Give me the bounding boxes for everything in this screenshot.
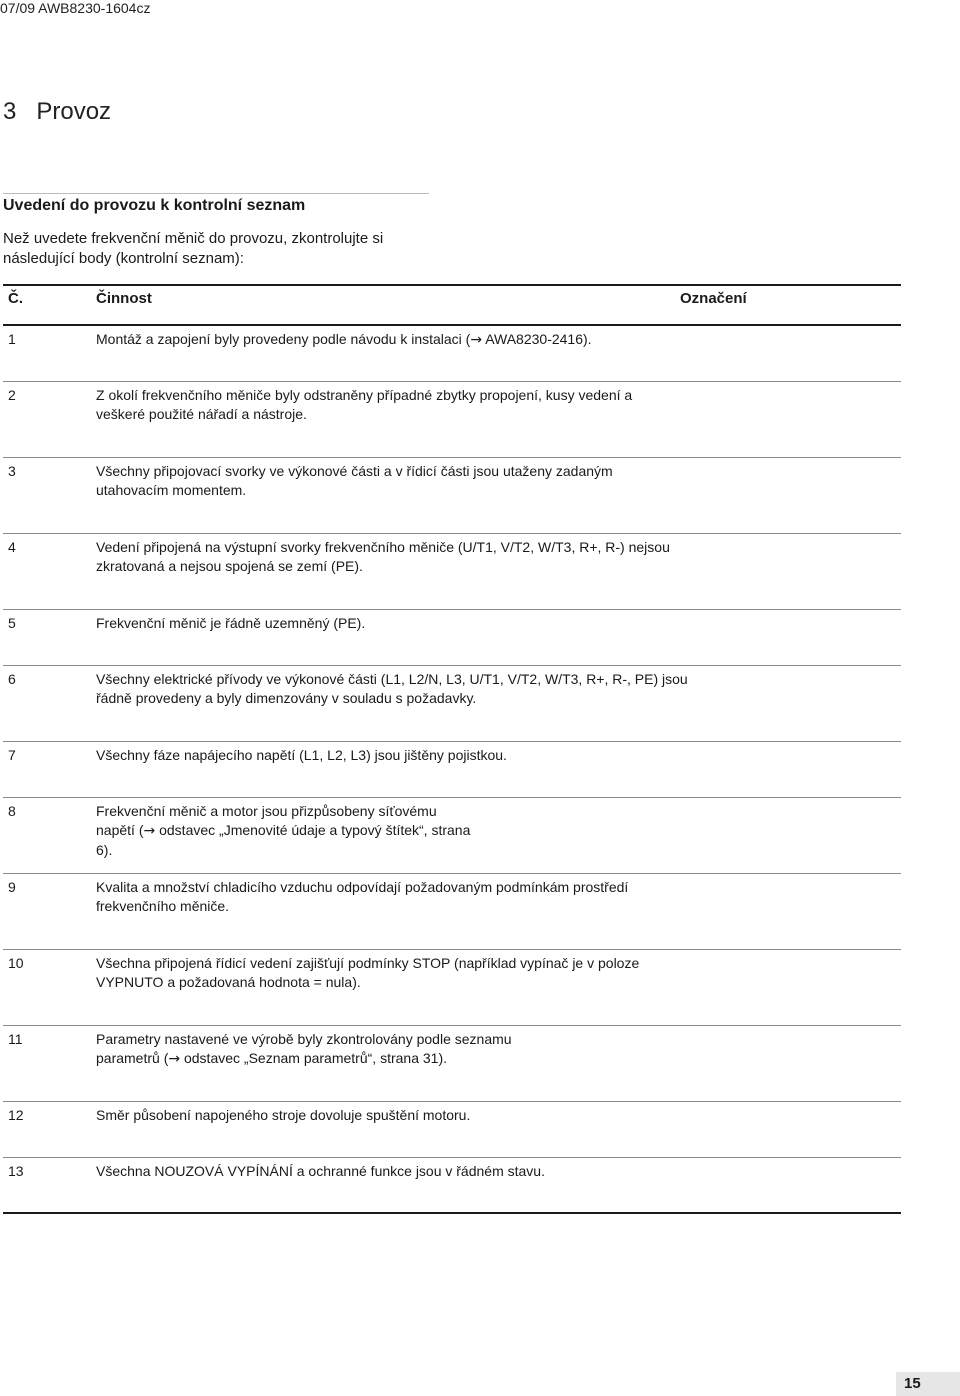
arrow-right-icon: → — [470, 332, 483, 348]
row-task: Frekvenční měnič je řádně uzemněný (PE). — [96, 615, 366, 631]
table-row — [3, 534, 901, 610]
row-number: 6 — [8, 671, 16, 687]
table-row — [3, 458, 901, 534]
row-task: Směr působení napojeného stroje dovoluje spuštění motoru. — [96, 1107, 471, 1123]
row-task: Všechna připojená řídicí vedení zajišťují podmínky STOP (například vypínač je v poloze VYPNUTO a požadovaná hodnota = nula). — [96, 955, 640, 990]
row-number: 9 — [8, 879, 16, 895]
table-row — [3, 1102, 901, 1158]
document-code: 07/09 AWB8230-1604cz — [0, 0, 151, 16]
table-row — [3, 742, 901, 798]
arrow-right-icon: → — [168, 1051, 181, 1067]
checklist-table — [3, 284, 901, 1214]
row-task: Z okolí frekvenčního měniče byly odstraněny případné zbytky propojení, kusy vedení a veškeré použité nářadí a nástroje. — [96, 387, 633, 422]
table-row — [3, 382, 901, 458]
table-row — [3, 666, 901, 742]
table-row — [3, 798, 901, 874]
page-number: 15 — [896, 1372, 960, 1396]
table-row — [3, 326, 901, 382]
table-row — [3, 1026, 901, 1102]
table-row — [3, 1158, 901, 1214]
header-task: Činnost — [96, 290, 152, 307]
row-task: Montáž a zapojení byly provedeny podle návodu k instalaci (→ AWA8230-2416). — [96, 331, 592, 348]
table-row — [3, 874, 901, 950]
row-number: 5 — [8, 615, 16, 631]
section-title: Uvedení do provozu k kontrolní seznam — [3, 197, 306, 214]
intro-paragraph: Než uvedete frekvenční měnič do provozu, zkontrolujte si následující body (kontrolní seznam): — [3, 230, 384, 267]
row-task: Parametry nastavené ve výrobě byly zkontrolovány podle seznamu parametrů (→ odstavec „Seznam parametrů“, strana 31). — [96, 1031, 512, 1067]
row-number: 4 — [8, 539, 16, 555]
row-number: 11 — [8, 1031, 23, 1047]
header-mark: Označení — [680, 290, 747, 307]
table-header — [3, 284, 901, 326]
row-number: 8 — [8, 803, 16, 819]
row-number: 7 — [8, 747, 16, 763]
row-number: 3 — [8, 463, 16, 479]
row-task: Frekvenční měnič a motor jsou přizpůsobeny síťovému napětí (→ odstavec „Jmenovité údaje a typový štítek“, strana 6). — [96, 803, 471, 858]
row-task: Všechny fáze napájecího napětí (L1, L2, L3) jsou jištěny pojistkou. — [96, 747, 507, 763]
row-task: Všechny elektrické přívody ve výkonové části (L1, L2/N, L3, U/T1, V/T2, W/T3, R+, R-, PE) jsou řádně provedeny a byly dimenzovány v souladu s požadavky. — [96, 671, 688, 706]
arrow-right-icon: → — [143, 823, 156, 839]
row-number: 1 — [8, 331, 16, 347]
row-number: 2 — [8, 387, 16, 403]
row-number: 12 — [8, 1107, 24, 1123]
header-number: Č. — [8, 290, 23, 307]
table-row — [3, 610, 901, 666]
table-row — [3, 950, 901, 1026]
row-task: Všechna NOUZOVÁ VYPÍNÁNÍ a ochranné funkce jsou v řádném stavu. — [96, 1163, 545, 1179]
section-divider — [3, 193, 429, 194]
row-task: Kvalita a množství chladicího vzduchu odpovídají požadovaným podmínkám prostředí frekvenčního měniče. — [96, 879, 629, 914]
row-task: Všechny připojovací svorky ve výkonové části a v řídicí části jsou utaženy zadaným utahovacím momentem. — [96, 463, 613, 498]
row-task: Vedení připojená na výstupní svorky frekvenčního měniče (U/T1, V/T2, W/T3, R+, R-) nejsou zkratovaná a nejsou spojená se zemí (PE). — [96, 539, 670, 574]
chapter-title: 3 Provoz — [3, 98, 112, 125]
row-number: 10 — [8, 955, 24, 971]
row-number: 13 — [8, 1163, 24, 1179]
